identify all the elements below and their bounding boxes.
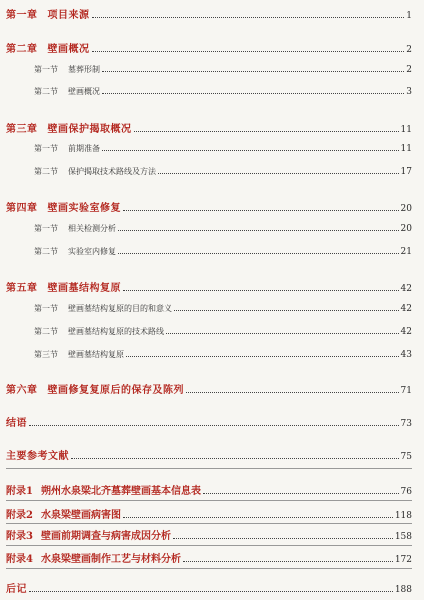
section-title: 壁画概况 xyxy=(68,87,100,96)
appendix-title: 水泉梁壁画病害图 xyxy=(40,510,121,521)
appendix-title: 朔州水泉梁北齐墓葬壁画基本信息表 xyxy=(40,486,201,497)
page-number: 11 xyxy=(400,125,412,135)
dot-leader xyxy=(123,210,399,211)
toc-chapter-1[interactable] xyxy=(6,6,412,21)
divider xyxy=(6,468,412,469)
section-title: 壁画墓结构复原的目的和意义 xyxy=(68,304,172,313)
dot-leader xyxy=(203,493,399,494)
appendix-number: 附录4 xyxy=(6,554,33,565)
page-number: 42 xyxy=(400,304,412,314)
page-number: 11 xyxy=(400,144,412,154)
appendix-title: 壁画前期调查与病害成因分析 xyxy=(40,531,171,542)
page-number: 17 xyxy=(400,167,412,177)
toc-section-5-3[interactable] xyxy=(34,349,412,360)
section-number: 第一节 xyxy=(34,304,58,313)
chapter-title: 项目来源 xyxy=(47,10,90,21)
toc-chapter-3[interactable] xyxy=(6,120,412,135)
page-number: 118 xyxy=(394,511,412,521)
divider xyxy=(6,568,412,569)
toc-section-3-2[interactable] xyxy=(34,166,412,177)
page-number: 2 xyxy=(406,65,412,75)
section-number: 第三节 xyxy=(34,350,58,359)
dot-leader xyxy=(102,150,399,151)
dot-leader xyxy=(92,17,405,18)
section-title: 壁画墓结构复原 xyxy=(68,350,124,359)
chapter-number: 第六章 xyxy=(6,385,38,396)
toc-postscript[interactable] xyxy=(6,580,412,595)
dot-leader xyxy=(183,561,393,562)
page-number: 3 xyxy=(406,87,412,97)
toc-appendix-2[interactable] xyxy=(6,506,412,521)
section-number: 第一节 xyxy=(34,65,58,74)
postscript-title: 后记 xyxy=(6,584,27,595)
toc-chapter-4[interactable] xyxy=(6,199,412,214)
page-number: 42 xyxy=(400,284,412,294)
divider xyxy=(6,523,412,524)
page-number: 42 xyxy=(400,327,412,337)
toc-section-4-1[interactable] xyxy=(34,223,412,234)
appendix-number: 附录2 xyxy=(6,510,33,521)
toc-chapter-6[interactable] xyxy=(6,381,412,396)
section-title: 墓葬形制 xyxy=(68,65,100,74)
page-number: 75 xyxy=(400,452,412,462)
toc-references[interactable] xyxy=(6,447,412,462)
chapter-title: 壁画实验室修复 xyxy=(47,203,121,214)
dot-leader xyxy=(134,131,399,132)
page-number: 73 xyxy=(400,419,412,429)
page-number: 71 xyxy=(400,386,412,396)
chapter-title: 壁画修复复原后的保存及陈列 xyxy=(47,385,184,396)
toc-appendix-4[interactable] xyxy=(6,550,412,565)
page-number: 158 xyxy=(394,532,412,542)
section-number: 第二节 xyxy=(34,327,58,336)
toc-section-3-1[interactable] xyxy=(34,143,412,154)
toc-appendix-3[interactable] xyxy=(6,527,412,542)
toc-chapter-5[interactable] xyxy=(6,279,412,294)
appendix-number: 附录3 xyxy=(6,531,33,542)
chapter-number: 第五章 xyxy=(6,283,38,294)
toc-section-5-2[interactable] xyxy=(34,326,412,337)
section-number: 第一节 xyxy=(34,224,58,233)
page-number: 172 xyxy=(394,555,412,565)
chapter-title: 壁画保护揭取概况 xyxy=(47,124,132,135)
dot-leader xyxy=(118,253,399,254)
chapter-number: 第四章 xyxy=(6,203,38,214)
section-number: 第一节 xyxy=(34,144,58,153)
section-title: 相关检测分析 xyxy=(68,224,116,233)
chapter-title: 壁画概况 xyxy=(47,44,90,55)
page-number: 20 xyxy=(400,224,412,234)
page-number: 20 xyxy=(400,204,412,214)
toc-appendix-1[interactable] xyxy=(6,482,412,497)
section-title: 实验室内修复 xyxy=(68,247,116,256)
dot-leader xyxy=(92,51,405,52)
chapter-number: 第一章 xyxy=(6,10,38,21)
page-number: 21 xyxy=(400,247,412,257)
dot-leader xyxy=(166,333,399,334)
section-number: 第二节 xyxy=(34,87,58,96)
toc-section-5-1[interactable] xyxy=(34,303,412,314)
dot-leader xyxy=(123,517,393,518)
dot-leader xyxy=(29,425,399,426)
section-title: 壁画墓结构复原的技术路线 xyxy=(68,327,164,336)
chapter-number: 第三章 xyxy=(6,124,38,135)
appendix-title: 水泉梁壁画制作工艺与材料分析 xyxy=(40,554,181,565)
toc-chapter-2[interactable] xyxy=(6,40,412,55)
toc-conclusion[interactable] xyxy=(6,414,412,429)
dot-leader xyxy=(123,290,399,291)
divider xyxy=(6,500,412,501)
dot-leader xyxy=(71,458,399,459)
section-title: 保护揭取技术路线及方法 xyxy=(68,167,156,176)
dot-leader xyxy=(186,392,399,393)
toc-section-2-2[interactable] xyxy=(34,86,412,97)
dot-leader xyxy=(118,230,399,231)
conclusion-title: 结语 xyxy=(6,418,27,429)
appendix-number: 附录1 xyxy=(6,486,33,497)
references-title: 主要参考文献 xyxy=(6,451,69,462)
toc-section-2-1[interactable] xyxy=(34,64,412,75)
page-number: 76 xyxy=(400,487,412,497)
dot-leader xyxy=(158,173,399,174)
section-number: 第二节 xyxy=(34,167,58,176)
section-title: 前期准备 xyxy=(68,144,100,153)
page-number: 2 xyxy=(406,45,412,55)
dot-leader xyxy=(102,93,404,94)
page-number: 43 xyxy=(400,350,412,360)
chapter-title: 壁画墓结构复原 xyxy=(47,283,121,294)
section-number: 第二节 xyxy=(34,247,58,256)
dot-leader xyxy=(126,356,399,357)
divider xyxy=(6,545,412,546)
page-number: 188 xyxy=(394,585,412,595)
dot-leader xyxy=(174,310,399,311)
dot-leader xyxy=(102,71,404,72)
toc-section-4-2[interactable] xyxy=(34,246,412,257)
dot-leader xyxy=(173,538,393,539)
chapter-number: 第二章 xyxy=(6,44,38,55)
dot-leader xyxy=(29,591,393,592)
page-number: 1 xyxy=(406,11,412,21)
